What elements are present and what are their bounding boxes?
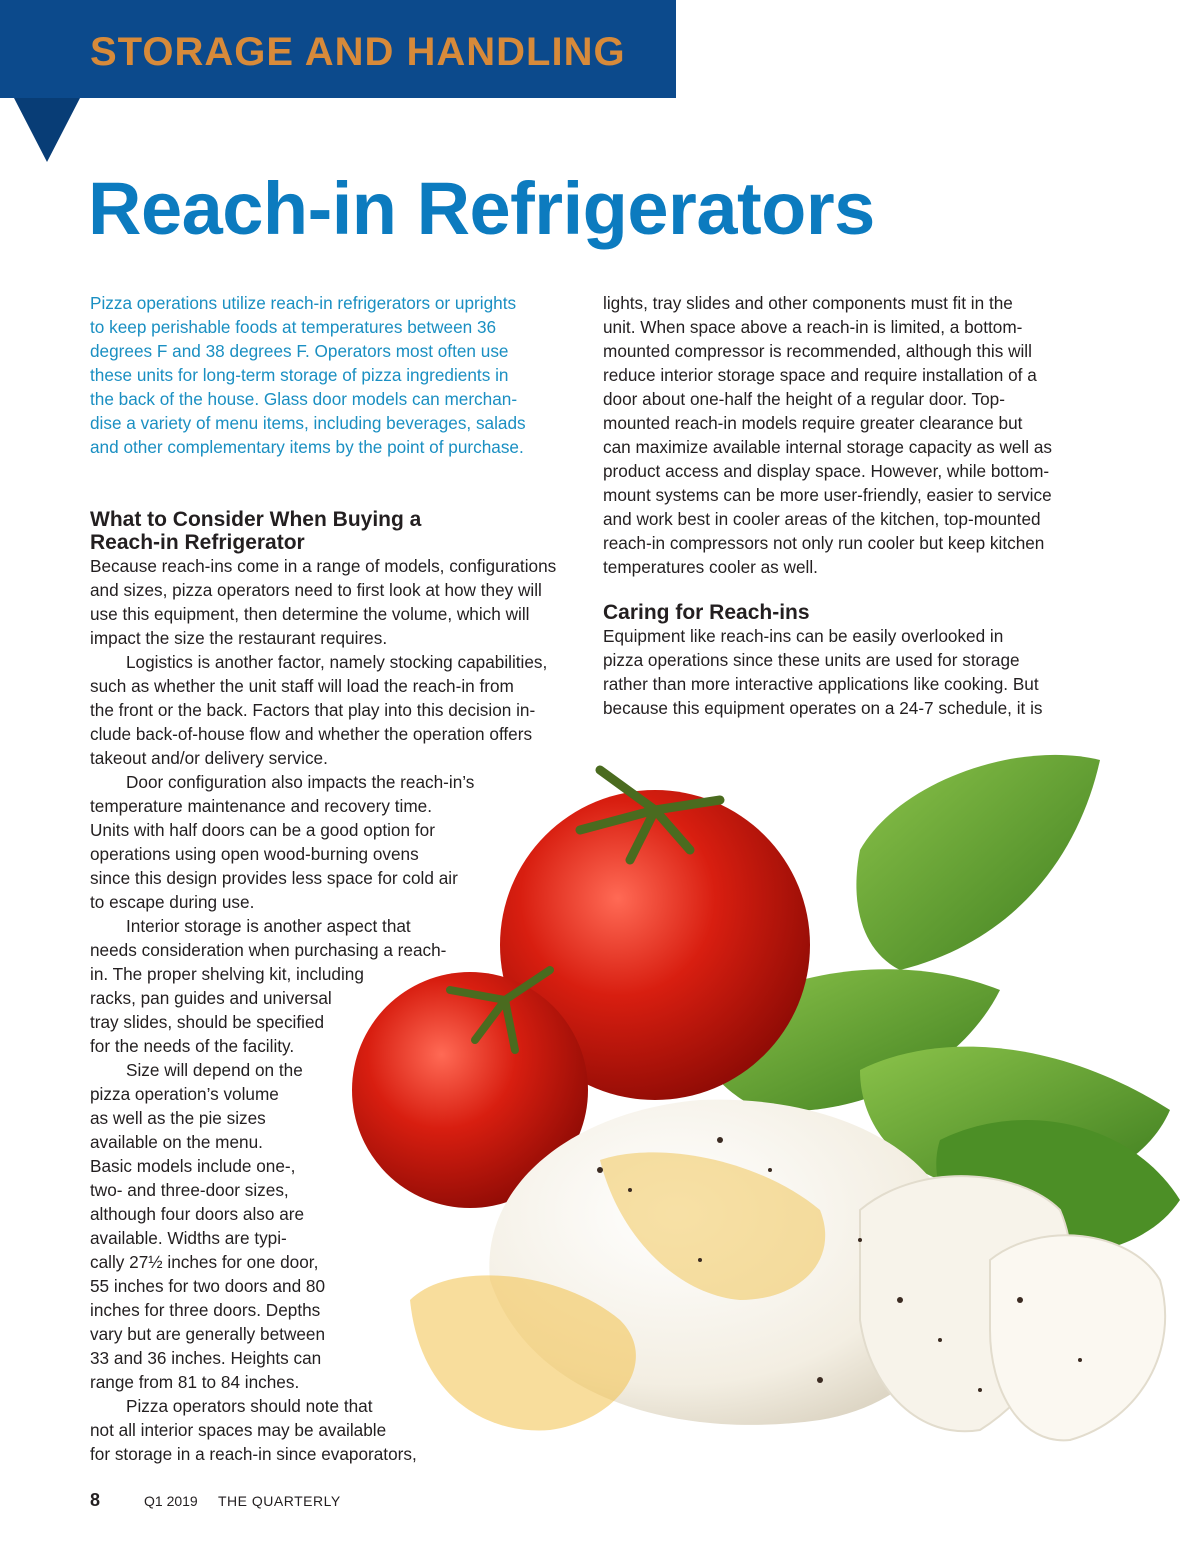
body-paragraph: Door configuration also impacts the reach-in’s temperature maintenance and recovery time. Units with half doors can be a good option for operations using open wood-burning ovens since this design provides less space for cold air to escape during use. (90, 772, 475, 912)
body-paragraph: Size will depend on the pizza operation’s volume as well as the pie sizes available on the menu. Basic models include one-, two- and three-door sizes, although four doors also are available. Widths are typi- cally 27½ inches for one door, 55 inches for two doors and 80 inches for three doors. Depths vary but are generally between 33 and 36 inches. Heights can range from 81 to 84 inches. (90, 1060, 326, 1392)
body-paragraph: Equipment like reach-ins can be easily overlooked in pizza operations since these units are used for storage rather than more interactive applications like cooking. But because this equipment operates on a 24-7 schedule, it is (603, 626, 1043, 718)
right-column (603, 291, 1103, 720)
body-paragraph: Interior storage is another aspect that needs consideration when purchasing a reach- in. The proper shelving kit, including racks, pan guides and universal tray slides, should be specified for the needs of the facility. (90, 916, 447, 1056)
intro-paragraph: Pizza operations utilize reach-in refrigerators or uprights to keep perishable foods at temperatures between 36 degrees F and 38 degrees F. Operators most often use these units for long-term storage of pizza ingredients in the back of the house. Glass door models can merchan- dise a variety of menu items, including beverages, salads and other complementary items by the point of purchase. (90, 293, 526, 457)
body-paragraph: Because reach-ins come in a range of models, configurations and sizes, pizza operators need to first look at how they will use this equipment, then determine the volume, which will impact the size the restaurant requires. (90, 556, 557, 648)
heading-caring: Caring for Reach-ins (603, 601, 810, 624)
body-paragraph: Pizza operators should note that not all interior spaces may be available for storage in a reach-in since evaporators, (90, 1396, 417, 1464)
banner-tail (14, 98, 80, 162)
issue-label: Q1 2019 (144, 1493, 198, 1509)
basil-leaf-icon (856, 755, 1100, 970)
body-paragraph: Logistics is another factor, namely stocking capabilities, such as whether the unit staff will load the reach-in from the front or the back. Factors that play into this decision in- clude back-of-house flow and whether the operation offers takeout and/or delivery service. (90, 652, 548, 768)
publication-name: THE QUARTERLY (218, 1493, 341, 1509)
article-title: Reach-in Refrigerators (88, 167, 875, 250)
food-photo (300, 740, 1200, 1500)
page-number: 8 (90, 1490, 101, 1510)
body-paragraph: lights, tray slides and other components must fit in the unit. When space above a reach-in is limited, a bottom- mounted compressor is recommended, although this will reduce interior storage space and require installation of a door about one-half the height of a regular door. Top- mounted reach-in models require greater clearance but can maximize available internal storage capacity as well as product access and display space. However, while bottom- mount systems can be more user-friendly, easier to service and work best in cooler areas of the kitchen, top-mounted reach-in compressors not only run cooler but keep kitchen temperatures cooler as well. (603, 293, 1052, 577)
mozzarella-slice-icon (990, 1235, 1165, 1440)
section-label: STORAGE AND HANDLING (90, 30, 626, 74)
heading-buying: What to Consider When Buying a Reach-in Refrigerator (90, 508, 422, 554)
